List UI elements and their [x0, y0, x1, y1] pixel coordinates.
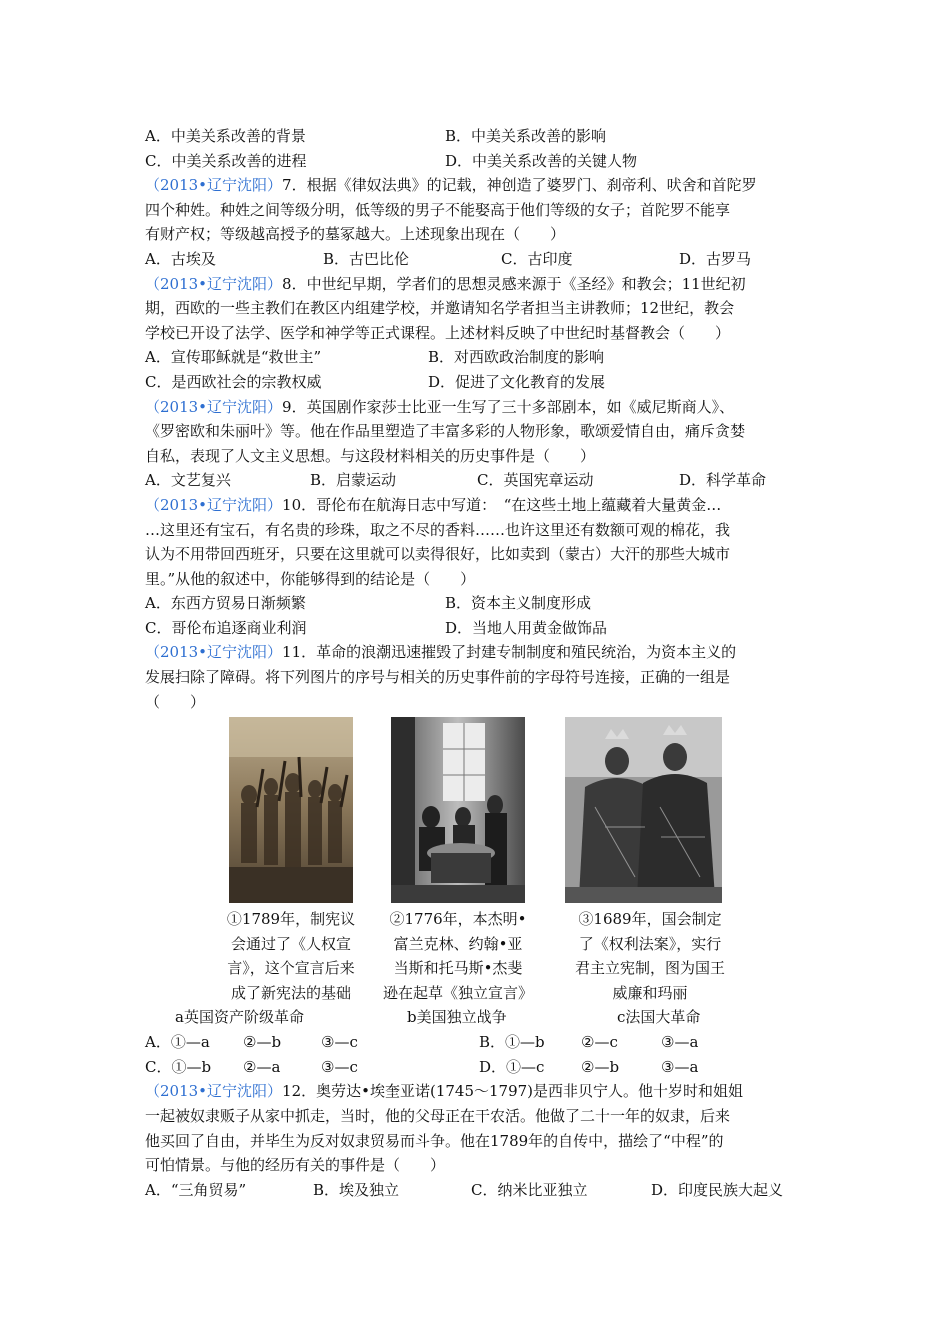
- q11-stem-line3: （ ）: [145, 692, 206, 711]
- q11-text: 11．革命的浪潮迅速摧毁了封建专制制度和殖民统治，为资本主义的: [282, 643, 737, 662]
- q11-option-a[interactable]: A．①—a: [145, 1033, 210, 1052]
- q11-option-d[interactable]: D．①—c: [479, 1057, 545, 1076]
- caption-2: ②1776年，本杰明• 富兰克林、约翰•亚 当斯和托马斯•杰斐 逊在起草《独立宣言》: [382, 910, 533, 1003]
- q6-option-d[interactable]: D．中美关系改善的关键人物: [445, 151, 638, 170]
- q9-option-d[interactable]: D．科学革命: [679, 471, 767, 490]
- q8-option-d[interactable]: D．促进了文化教育的发展: [428, 372, 606, 391]
- q12-stem-line3: 他买回了自由，并毕生为反对奴隶贸易而斗争。他在1789年的自传中，描绘了“中程”的: [145, 1131, 724, 1150]
- q11-source: （2013•辽宁沈阳）: [145, 643, 283, 662]
- q11-stem-line2: 发展扫除了障碍。将下列图片的序号与相关的历史事件前的字母符号连接，正确的一组是: [145, 668, 731, 687]
- event-b: b美国独立战争: [407, 1008, 507, 1027]
- q12-source: （2013•辽宁沈阳）: [145, 1082, 283, 1101]
- q8-stem-line3: 学校已开设了法学、医学和神学等正式课程。上述材料反映了中世纪时基督教会（ ）: [145, 323, 731, 342]
- william-and-mary-engraving: [565, 717, 722, 903]
- q10-options-row1: [145, 591, 815, 616]
- q10-option-b[interactable]: B．资本主义制度形成: [445, 594, 592, 613]
- q12-option-d[interactable]: D．印度民族大起义: [651, 1180, 784, 1199]
- exam-page: [145, 124, 815, 1202]
- q7-option-b[interactable]: B．古巴比伦: [323, 249, 410, 268]
- q7-stem-line3: 有财产权；等级越高授予的墓冢越大。上述现象出现在（ ）: [145, 225, 566, 244]
- q9-options: [145, 468, 815, 493]
- q8-option-a[interactable]: A．宣传耶稣就是“救世主”: [145, 348, 322, 367]
- q8-stem-line1: [145, 272, 815, 297]
- q7-stem-line2: 四个种姓。种姓之间等级分明，低等级的男子不能娶高于他们等级的女子；首陀罗不能享: [145, 200, 731, 219]
- q9-option-a[interactable]: A．文艺复兴: [145, 471, 231, 490]
- q8-text: 8．中世纪早期，学者们的思想灵感来源于《圣经》和教会；11世纪初: [282, 274, 746, 293]
- q12-text: 12．奥劳达•埃奎亚诺(1745～1797)是西非贝宁人。他十岁时和姐姐: [282, 1082, 744, 1101]
- event-a: a英国资产阶级革命: [175, 1008, 304, 1027]
- q9-stem-line1: [145, 395, 815, 420]
- tennis-court-oath-painting: [229, 717, 353, 903]
- q11-option-c[interactable]: C．①—b: [145, 1057, 212, 1076]
- q8-options-row1: [145, 345, 815, 370]
- q11-options-row1: A．①—a ②—b ③—c B．①—b ②—c ③—a: [145, 1030, 815, 1055]
- q7-option-d[interactable]: D．古罗马: [679, 249, 752, 268]
- q11-options-row2: C．①—b ②—a ③—c D．①—c ②—b ③—a: [145, 1055, 815, 1080]
- q6-options-row2: [145, 149, 815, 174]
- declaration-drafting-engraving: [391, 717, 525, 903]
- q12-option-c[interactable]: C．纳米比亚独立: [471, 1180, 588, 1199]
- q7-options: [145, 247, 815, 272]
- caption-1: ①1789年，制宪议 会通过了《人权宣 言》，这个宣言后来 成了新宪法的基础: [226, 910, 356, 1003]
- q10-option-a[interactable]: A．东西方贸易日渐频繁: [145, 594, 306, 613]
- q10-stem-line4: 里。”从他的叙述中，你能够得到的结论是（ ）: [145, 569, 476, 588]
- q10-options-row2: [145, 616, 815, 641]
- q9-option-b[interactable]: B．启蒙运动: [310, 471, 397, 490]
- q7-text: 7．根据《律奴法典》的记载，神创造了婆罗门、刹帝利、吠舍和首陀罗: [282, 176, 757, 195]
- q12-option-a[interactable]: A．“三角贸易”: [145, 1180, 247, 1199]
- q7-stem-line1: [145, 173, 815, 198]
- event-c: c法国大革命: [617, 1008, 701, 1027]
- q8-option-b[interactable]: B．对西欧政治制度的影响: [428, 348, 605, 367]
- caption-3: ③1689年，国会制定 了《权利法案》，实行 君主立宪制，图为国王 威廉和玛丽: [574, 910, 725, 1003]
- q11-stem-line1: [145, 640, 815, 665]
- q10-text: 10．哥伦布在航海日志中写道： “在这些土地上蕴藏着大量黄金…: [282, 495, 722, 514]
- q9-stem-line3: 自私，表现了人文主义思想。与这段材料相关的历史事件是（ ）: [145, 446, 596, 465]
- q8-options-row2: [145, 370, 815, 395]
- q8-option-c[interactable]: C．是西欧社会的宗教权威: [145, 372, 322, 391]
- q12-option-b[interactable]: B．埃及独立: [313, 1180, 400, 1199]
- q10-stem-line3: 认为不用带回西班牙，只要在这里就可以卖得很好，比如卖到（蒙古）大汗的那些大城市: [145, 545, 731, 564]
- q7-option-c[interactable]: C．古印度: [501, 249, 573, 268]
- q10-option-c[interactable]: C．哥伦布追逐商业利润: [145, 618, 307, 637]
- q8-stem-line2: 期，西欧的一些主教们在教区内组建学校，并邀请知名学者担当主讲教师；12世纪，教会: [145, 299, 735, 318]
- q12-options: [145, 1178, 815, 1203]
- q12-stem-line2: 一起被奴隶贩子从家中抓走，当时，他的父母正在干农活。他做了二十一年的奴隶，后来: [145, 1107, 731, 1126]
- q6-options-row1: [145, 124, 815, 149]
- q12-stem-line1: [145, 1079, 815, 1104]
- q10-stem-line2: …这里还有宝石，有名贵的珍珠，取之不尽的香料……也许这里还有数额可观的棉花，我: [145, 520, 731, 539]
- q9-text: 9．英国剧作家莎士比亚一生写了三十多部剧本，如《威尼斯商人》、: [282, 397, 735, 416]
- q9-source: （2013•辽宁沈阳）: [145, 397, 283, 416]
- q9-stem-line2: 《罗密欧和朱丽叶》等。他在作品里塑造了丰富多彩的人物形象，歌颂爱情自由，痛斥贪婪: [145, 422, 746, 441]
- q6-option-c[interactable]: C．中美关系改善的进程: [145, 151, 307, 170]
- q11-pictures: [145, 717, 815, 905]
- q8-source: （2013•辽宁沈阳）: [145, 274, 283, 293]
- q12-stem-line4: 可怕情景。与他的经历有关的事件是（ ）: [145, 1156, 446, 1175]
- q6-option-b[interactable]: B．中美关系改善的影响: [445, 127, 607, 145]
- q10-source: （2013•辽宁沈阳）: [145, 495, 283, 514]
- q7-source: （2013•辽宁沈阳）: [145, 176, 283, 195]
- q10-stem-line1: [145, 493, 815, 518]
- q7-option-a[interactable]: A．古埃及: [145, 249, 216, 268]
- q10-option-d[interactable]: D．当地人用黄金做饰品: [445, 618, 608, 637]
- q6-option-a[interactable]: A．中美关系改善的背景: [145, 127, 306, 145]
- q9-option-c[interactable]: C．英国宪章运动: [477, 471, 594, 490]
- q11-option-b[interactable]: B．①—b: [479, 1033, 545, 1052]
